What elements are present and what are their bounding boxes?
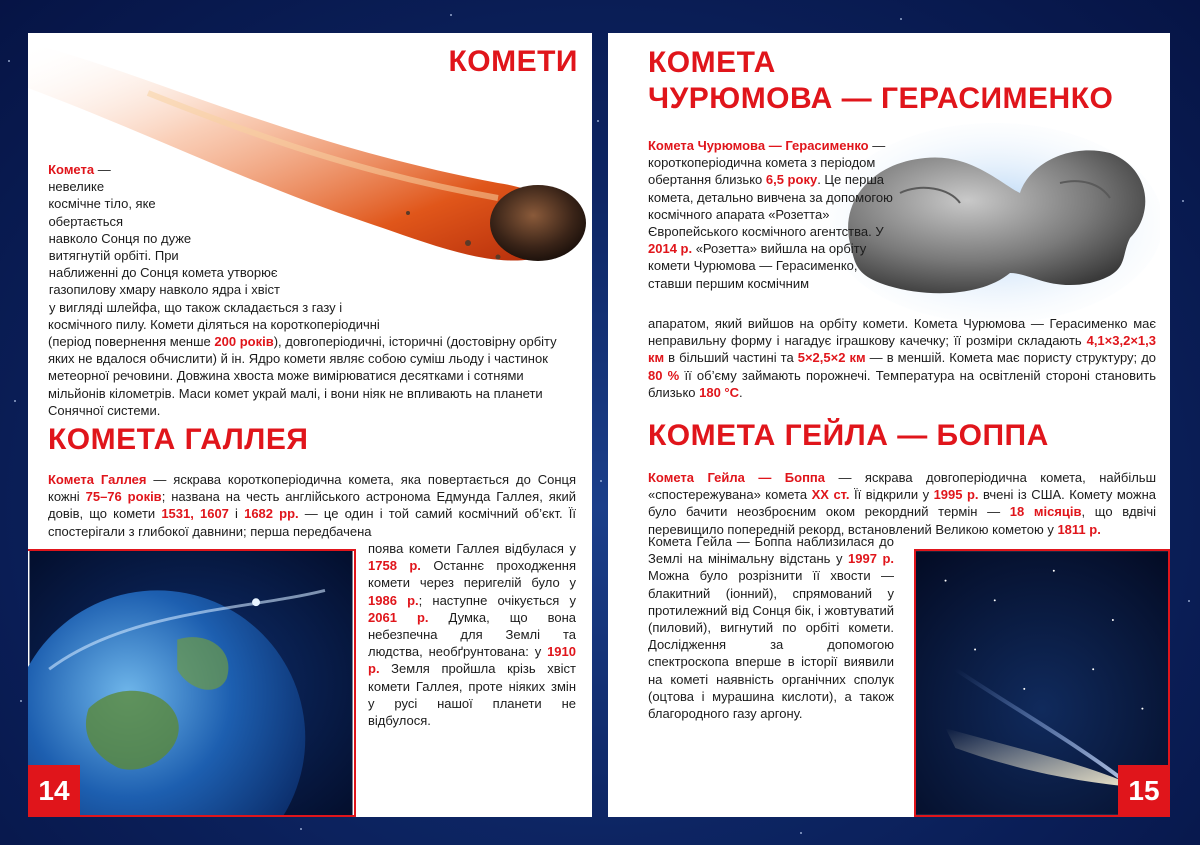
highlight-xx-century: XX ст.: [811, 487, 850, 503]
halley-text-6: Останнє проходження комети через перигелій було у: [368, 558, 576, 591]
highlight-1682: 1682 рр.: [244, 506, 299, 522]
highlight-size-1: 4,1×3,2×1,3 км: [648, 333, 1156, 366]
highlight-1997: 1997 р.: [848, 551, 894, 567]
hale-bopp-text-3: вчені із США. Комету можна було бачити неозброєним оком рекордний термін —: [648, 487, 1156, 520]
highlight-18-months: 18 місяців: [1009, 504, 1082, 520]
hale-bopp-title: КОМЕТА ГЕЙЛА — БОППА: [648, 419, 1049, 452]
highlight-1910: 1910 р.: [368, 644, 576, 677]
churyumov-title-line1: КОМЕТА: [648, 46, 776, 79]
highlight-2014: 2014 р.: [648, 241, 693, 257]
page-number-left: 14: [28, 765, 80, 817]
comets-intro-paragraph: [48, 161, 576, 419]
churyumov-title-line2: ЧУРЮМОВА — ГЕРАСИМЕНКО: [648, 82, 1114, 115]
halley-text-1: — яскрава короткоперіодична комета, яка повертається до Сонця кожні: [48, 472, 576, 505]
halley-text-4: — це один і той самий космічний об’єкт. Її спостерігали з глибокої давнини; перша передбачена: [48, 506, 576, 539]
halley-text-9: Земля пройшла крізь хвіст комети Галлея, проте ніяких змін у русі нашої планети не відбулося.: [368, 661, 576, 729]
hale-bopp-text-2: Її відкрили у: [849, 487, 934, 503]
highlight-1531-1607: 1531, 1607: [161, 506, 229, 522]
halley-paragraph-1: [48, 471, 576, 540]
churyumov-text-5: в більший частині та: [664, 350, 798, 366]
highlight-200-years: 200 років: [214, 334, 274, 350]
churyumov-text-1: — короткоперіодична комета з періодом обертання близько: [648, 138, 886, 188]
highlight-2061: 2061 р.: [368, 609, 429, 625]
page-number-right: 15: [1118, 765, 1170, 817]
hale-bopp-text-1: — яскрава довгоперіодична комета, найбільш «спостережувана» комета: [648, 470, 1156, 503]
comets-text-1: — невелике космічне тіло, яке обертається навколо Сонця по дуже витягнутій орбіті. При наближенні до Сонця комета утворює газопилову хмару навколо ядра і хвіст у вигляді шлейфа, що також складається з газу і космічного пилу. Комети діляться на короткоперіодичні (період повернення менше: [48, 162, 380, 350]
halley-text-5: поява комети Галлея відбулася у: [368, 541, 576, 556]
halley-text-7: ; наступне очікується у: [418, 592, 576, 608]
highlight-1758: 1758 р.: [368, 558, 421, 574]
churyumov-text-6: — в меншій. Комета має пористу структуру; до: [865, 350, 1157, 366]
churyumov-text-7: її об’єму займають порожнечі. Температура на освітленій стороні становить близько: [648, 367, 1156, 400]
term-comet: Комета: [48, 162, 95, 177]
halley-paragraph-2: [368, 540, 576, 729]
hale-bopp-text-5: Комета Гейла — Боппа наблизилася до Землі на мінімальну відстань у: [648, 534, 894, 567]
churyumov-text-8: .: [739, 384, 743, 400]
term-halley: Комета Галлея: [48, 472, 147, 487]
highlight-180-c: 180 °С: [699, 384, 740, 400]
hale-bopp-text-4: , що вдвічі перевищило попередній рекорд, встановлений Великою кометою у: [648, 504, 1157, 537]
highlight-size-2: 5×2,5×2 км: [797, 350, 866, 366]
hale-bopp-paragraph-1: [648, 469, 1156, 538]
churyumov-text-4: апаратом, який вийшов на орбіту комети. Комета Чурюмова — Герасименко має неправильну форму і нагадує іграшкову качечку; її розміри складають: [648, 316, 1156, 349]
highlight-1986: 1986 р.: [368, 592, 419, 608]
right-page: [608, 33, 1170, 817]
halley-text-8: Думка, що вона небезпечна для Землі та людства, необґрунтована: у: [368, 609, 576, 660]
halley-text-3: і: [228, 506, 245, 522]
hale-bopp-paragraph-2: [648, 533, 894, 722]
churyumov-paragraph-1: [648, 137, 894, 292]
churyumov-text-2: . Це перша комета, детально вивчена за допомогою космічного апарата «Розетта» Європейського космічного агентства. У: [648, 172, 893, 240]
hale-bopp-text-6: Можна було розрізнити її хвости — блакитний (іонний), спрямований у протилежний від Сонця бік, і жовтуватий (пиловий), вигнутий по орбіті комети. Дослідження за допомогою спектроскопа вперше в історії виявили на кометі наявність органічних сполук (оцтова і мурашина кислоти), а також благородного газу аргону.: [648, 568, 894, 722]
highlight-1995: 1995 р.: [933, 487, 979, 503]
comets-title: КОМЕТИ: [448, 45, 578, 78]
highlight-1811: 1811 р.: [1057, 521, 1101, 537]
churyumov-paragraph-2: [648, 315, 1156, 401]
left-page: [28, 33, 592, 817]
churyumov-title: [648, 45, 1113, 117]
highlight-80-percent: 80 %: [648, 367, 680, 383]
term-churyumov: Комета Чурюмова — Герасименко: [648, 138, 869, 153]
highlight-75-76: 75–76 років: [85, 489, 162, 505]
comets-text-2: ), довгоперіодичні, історичні (достовірну орбіту яких не вдалося обчислити) й ін. Ядро комети являє собою суміш льоду і частинок метеорної речовини. Довжина хвоста може вимірюватися десятками і сотнями мільйонів кілометрів. Маси комет украй малі, і вони ніяк не впливають на планети Сонячної системи.: [48, 334, 557, 418]
churyumov-text-3: «Розетта» вийшла на орбіту комети Чурюмова — Герасименко, ставши першим космічним: [648, 241, 867, 291]
halley-text-2: ; названа на честь англійського астронома Едмунда Галлея, який довів, що комети: [48, 489, 576, 522]
term-hale-bopp: Комета Гейла — Боппа: [648, 470, 825, 485]
highlight-6-5-years: 6,5 року: [765, 172, 818, 188]
halley-title: КОМЕТА ГАЛЛЕЯ: [48, 423, 309, 456]
